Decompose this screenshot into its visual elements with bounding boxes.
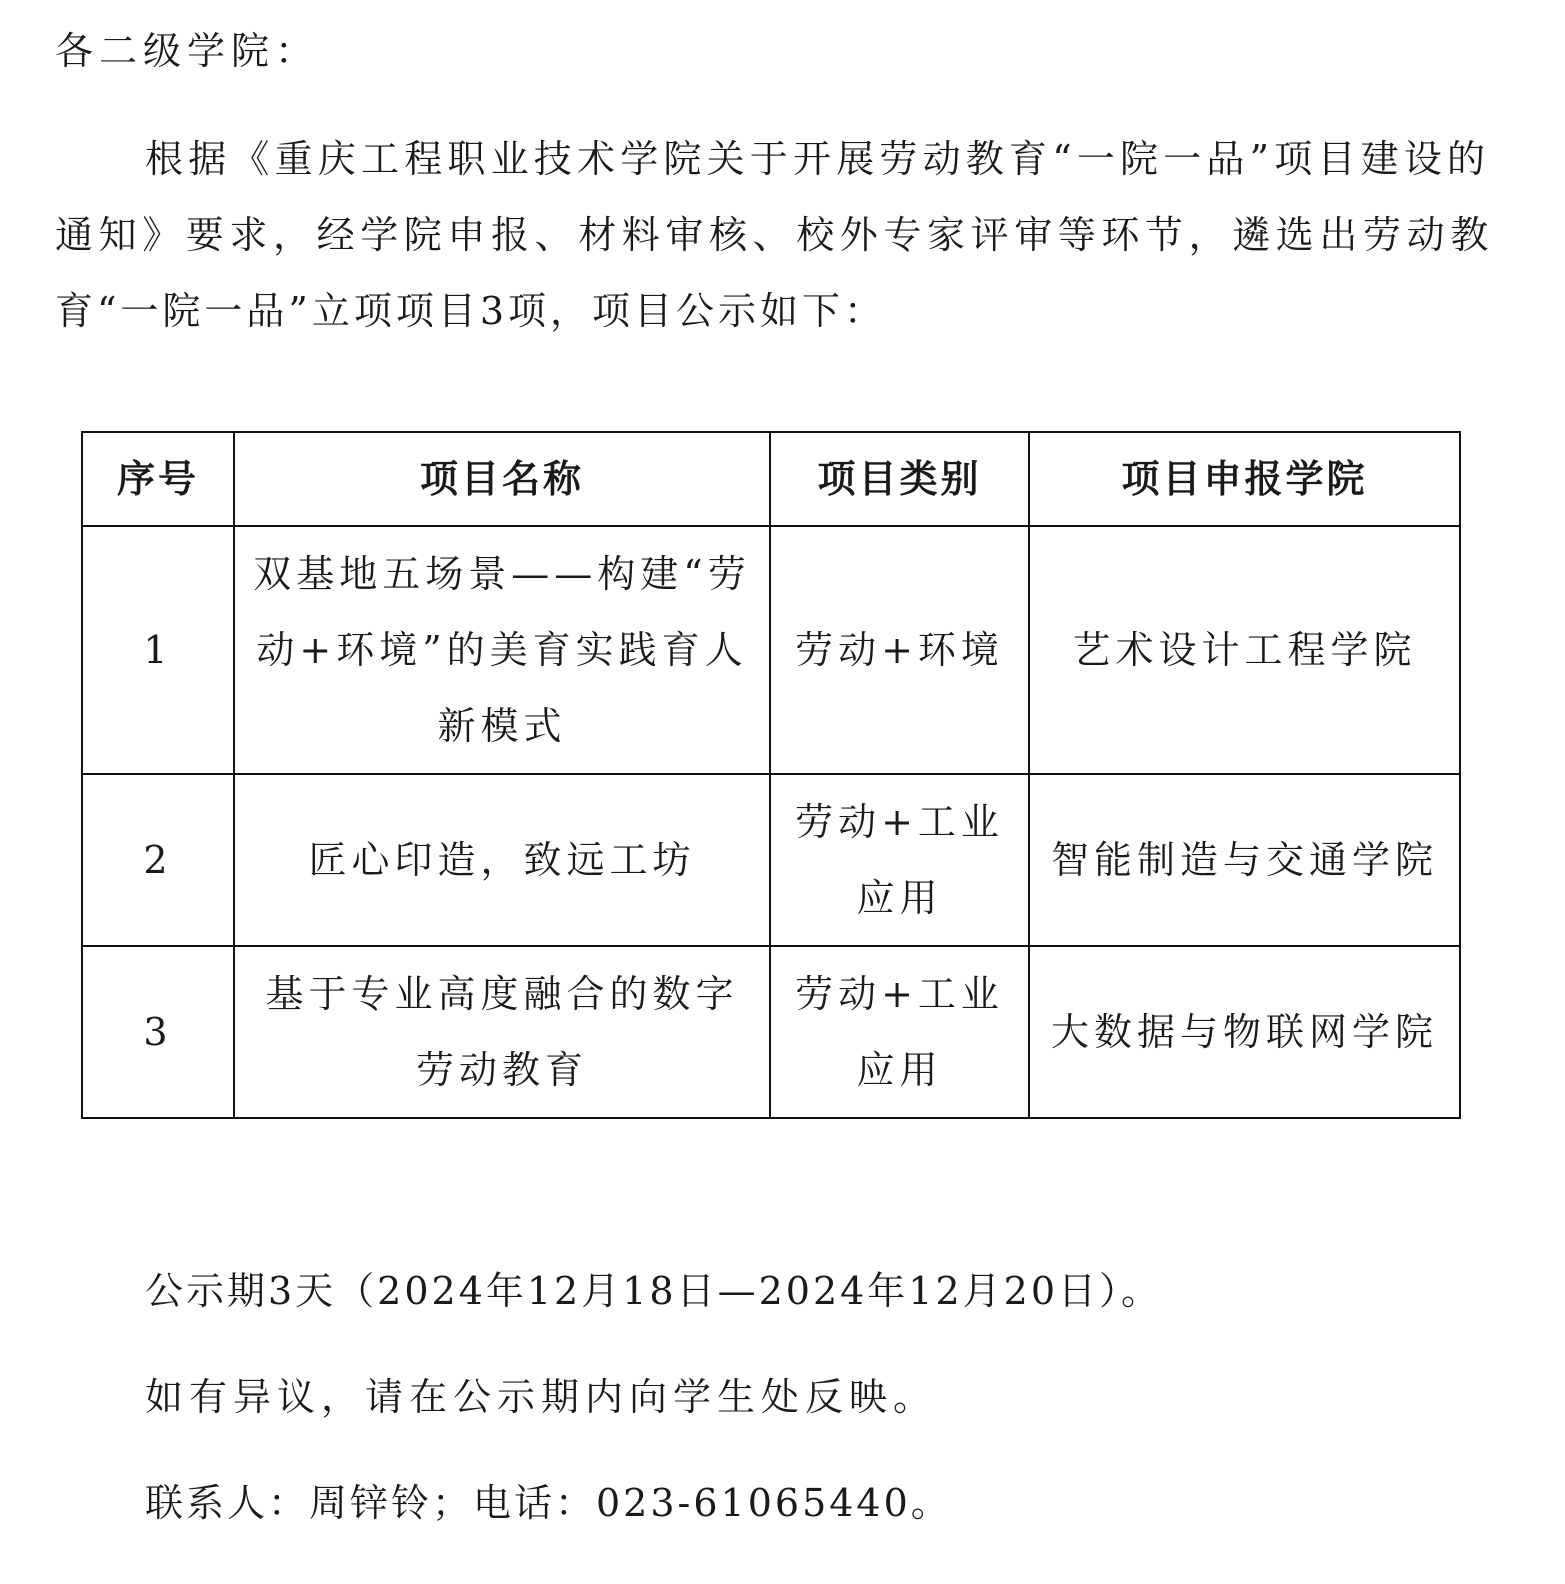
- cell-serial-number: 3: [82, 946, 234, 1118]
- cell-project-name: 基于专业高度融合的数字劳动教育: [234, 946, 770, 1118]
- cell-project-category: 劳动+工业应用: [770, 946, 1029, 1118]
- header-project-name: 项目名称: [234, 432, 770, 526]
- table-header-row: [82, 432, 1460, 526]
- table-row: [82, 946, 1460, 1118]
- project-table: [81, 431, 1461, 1119]
- header-applying-college: 项目申报学院: [1029, 432, 1460, 526]
- header-serial-number: 序号: [82, 432, 234, 526]
- intro-paragraph-line-2: 通知》要求，经学院申报、材料审核、校外专家评审等环节，遴选出劳动教: [55, 213, 1494, 257]
- header-project-category: 项目类别: [770, 432, 1029, 526]
- cell-serial-number: 2: [82, 774, 234, 946]
- contact-info: 联系人：周锌铃；电话：023-61065440。: [145, 1481, 952, 1525]
- objection-instruction: 如有异议，请在公示期内向学生处反映。: [145, 1375, 938, 1419]
- cell-project-name: 双基地五场景——构建“劳动+环境”的美育实践育人新模式: [234, 526, 770, 774]
- intro-paragraph-line-3: 育“一院一品”立项项目3项，项目公示如下：: [55, 289, 887, 333]
- table-row: [82, 774, 1460, 946]
- cell-applying-college: 大数据与物联网学院: [1029, 946, 1460, 1118]
- cell-project-category: 劳动+环境: [770, 526, 1029, 774]
- cell-applying-college: 艺术设计工程学院: [1029, 526, 1460, 774]
- cell-project-category: 劳动+工业应用: [770, 774, 1029, 946]
- cell-project-name: 匠心印造，致远工坊: [234, 774, 770, 946]
- table-row: [82, 526, 1460, 774]
- cell-applying-college: 智能制造与交通学院: [1029, 774, 1460, 946]
- cell-serial-number: 1: [82, 526, 234, 774]
- intro-paragraph-line-1: 根据《重庆工程职业技术学院关于开展劳动教育“一院一品”项目建设的: [145, 137, 1491, 181]
- salutation: 各二级学院：: [55, 29, 320, 73]
- notice-period: 公示期3天（2024年12月18日—2024年12月20日）。: [145, 1269, 1163, 1313]
